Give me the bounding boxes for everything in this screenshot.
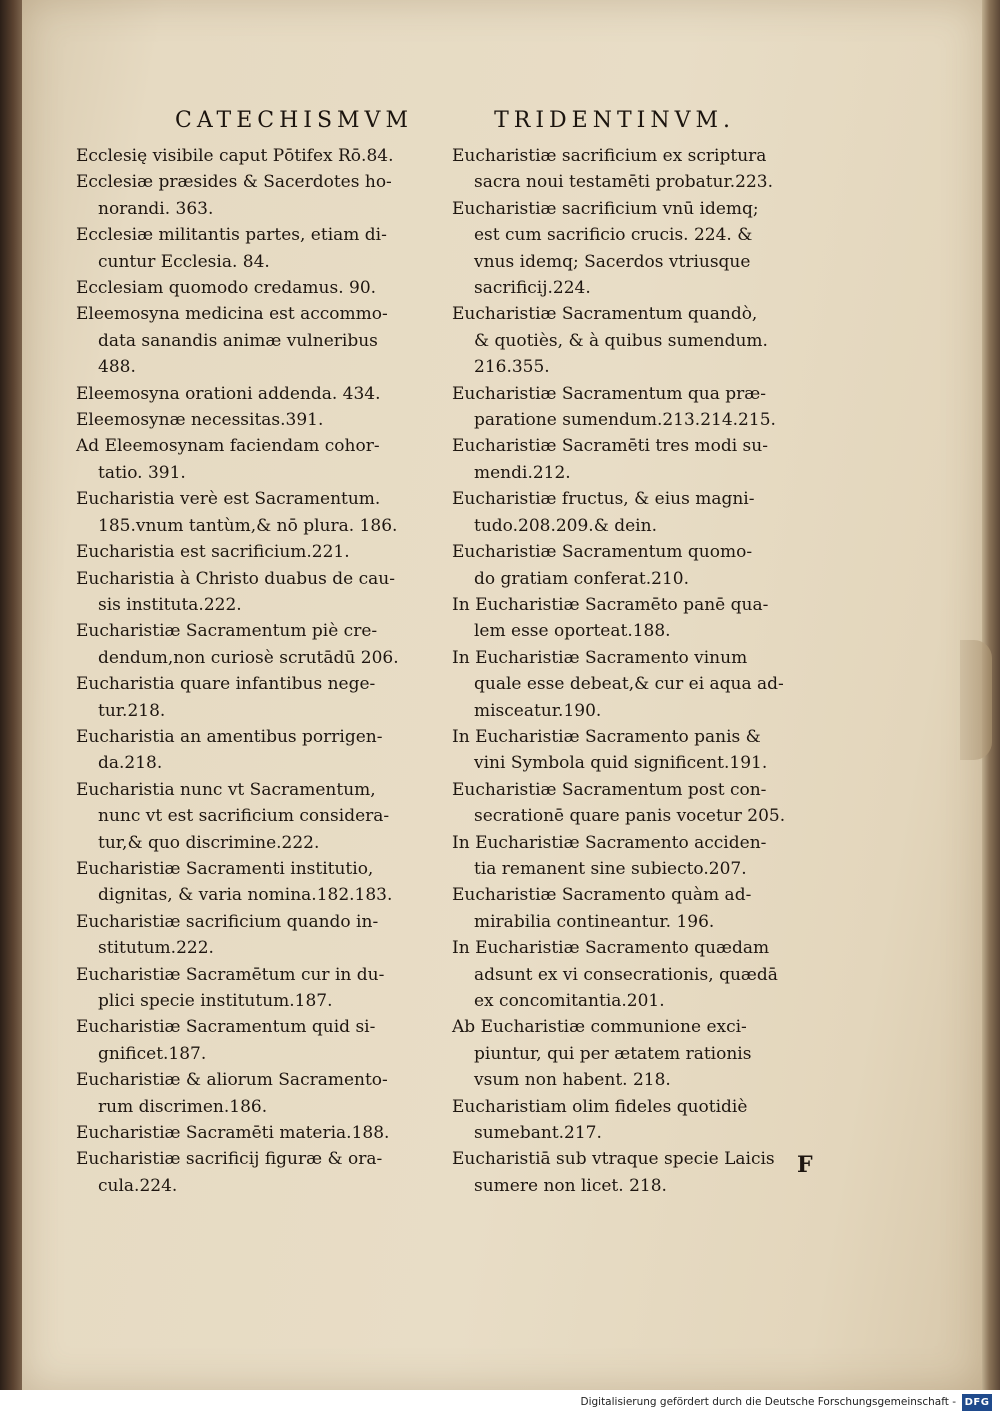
index-entry: Eucharistiæ Sacramentum post con- secrationē quare panis vocetur 205. xyxy=(452,779,786,827)
index-entry: Eleemosynæ necessitas.391. xyxy=(76,410,324,431)
index-entry: Eucharistiæ Sacramenti institutio, dignitas, & varia nomina.182.183. xyxy=(76,858,393,906)
index-entry: Ecclesiam quomodo credamus. 90. xyxy=(76,278,377,299)
running-header xyxy=(175,108,735,133)
index-entry: Eucharistiæ Sacramentum quomo- do gratiam conferat.210. xyxy=(452,542,753,589)
index-entry: Eucharistiæ Sacramēti materia.188. xyxy=(76,1123,390,1144)
index-entry: Ad Eleemosynam faciendam cohor- tatio. 391. xyxy=(76,436,380,483)
index-entry: In Eucharistiæ Sacramento vinum quale esse debeat,& cur ei aqua ad- misceatur.190. xyxy=(452,647,784,721)
index-column-left xyxy=(76,143,436,1199)
index-entry: Eucharistiæ & aliorum Sacramento- rum discrimen.186. xyxy=(76,1070,388,1117)
index-entry: Eucharistiæ fructus, & eius magni- tudo.208.209.& dein. xyxy=(452,489,755,536)
index-entry: Ecclesiæ militantis partes, etiam di- cuntur Ecclesia. 84. xyxy=(76,225,387,272)
index-entry: Eucharistiæ sacrificij figuræ & ora- cula.224. xyxy=(76,1149,383,1196)
index-entry: Eucharistia nunc vt Sacramentum, nunc vt est sacrificium considera- tur,& quo discrimine.222. xyxy=(76,779,390,853)
index-entry: Ecclesię visibile caput Pōtifex Rō.84. xyxy=(76,146,394,166)
index-entry: Eucharistiæ Sacramētum cur in du- plici specie institutum.187. xyxy=(76,964,385,1011)
index-entry: Eucharistia quare infantibus nege- tur.218. xyxy=(76,674,376,721)
index-entry: Eucharistiæ Sacramentum quid si- gnificet.187. xyxy=(76,1017,376,1064)
footer-bar xyxy=(0,1390,1000,1416)
index-entry: Eucharistiæ Sacramentum qua præ- paratione sumendum.213.214.215. xyxy=(452,383,776,431)
index-entry: In Eucharistiæ Sacramēto panē qua- lem esse oporteat.188. xyxy=(452,594,769,642)
book-left-edge xyxy=(0,0,22,1390)
index-entry: Eucharistia est sacrificium.221. xyxy=(76,542,350,563)
index-entry: Eucharistia à Christo duabus de cau- sis instituta.222. xyxy=(76,568,395,615)
index-entry: Eucharistiæ Sacramēti tres modi su- mendi.212. xyxy=(452,436,768,483)
index-entry: Eucharistiā sub vtraque specie Laicis sumere non licet. 218. xyxy=(452,1149,775,1196)
index-entry: Eucharistiæ sacrificium quando in- stitutum.222. xyxy=(76,911,379,959)
index-entry: Eleemosyna medicina est accommo- data sanandis animæ vulneribus 488. xyxy=(76,304,388,378)
signature-mark: F xyxy=(797,1152,813,1178)
page-tab-marker xyxy=(960,640,992,760)
header-right: TRIDENTINVM. xyxy=(494,108,735,133)
header-left: CATECHISMVM xyxy=(175,108,413,133)
index-entry: Eucharistiæ Sacramentum quandò, & quotiès, & à quibus sumendum. 216.355. xyxy=(452,304,768,378)
index-column-right xyxy=(452,143,814,1199)
index-entry: Eucharistia an amentibus porrigen- da.218. xyxy=(76,726,383,774)
index-entry: In Eucharistiæ Sacramento panis & vini Symbola quid significent.191. xyxy=(452,726,768,774)
index-entry: In Eucharistiæ Sacramento quædam adsunt ex vi consecrationis, quædā ex concomitantia.201. xyxy=(452,938,778,1011)
index-entry: Eucharistiæ sacrificium ex scriptura sacra noui testamēti probatur.223. xyxy=(452,146,774,193)
index-entry: Eucharistiam olim fideles quotidiè sumebant.217. xyxy=(452,1096,748,1144)
index-entry: Eucharistiæ Sacramento quàm ad- mirabilia contineantur. 196. xyxy=(452,885,752,932)
index-entry: Ab Eucharistiæ communione exci- piuntur, qui per ætatem rationis vsum non habent. 218. xyxy=(452,1017,752,1091)
index-entry: Eleemosyna orationi addenda. 434. xyxy=(76,383,381,404)
index-entry: Eucharistiæ sacrificium vnū idemq; est cum sacrificio crucis. 224. & vnus idemq; Sacerdos vtriusque sacrificij.224. xyxy=(452,198,759,299)
index-entry: Eucharistiæ Sacramentum piè cre- dendum,non curiosè scrutādū 206. xyxy=(76,621,399,668)
index-entry: In Eucharistiæ Sacramento acciden- tia remanent sine subiecto.207. xyxy=(452,832,767,879)
funding-credit: Digitalisierung gefördert durch die Deutsche Forschungsgemeinschaft - xyxy=(580,1396,956,1408)
dfg-logo: DFG xyxy=(962,1394,992,1411)
index-entry: Eucharistia verè est Sacramentum. 185.vnum tantùm,& nō plura. 186. xyxy=(76,489,398,536)
index-entry: Ecclesiæ præsides & Sacerdotes ho- norandi. 363. xyxy=(76,172,392,219)
